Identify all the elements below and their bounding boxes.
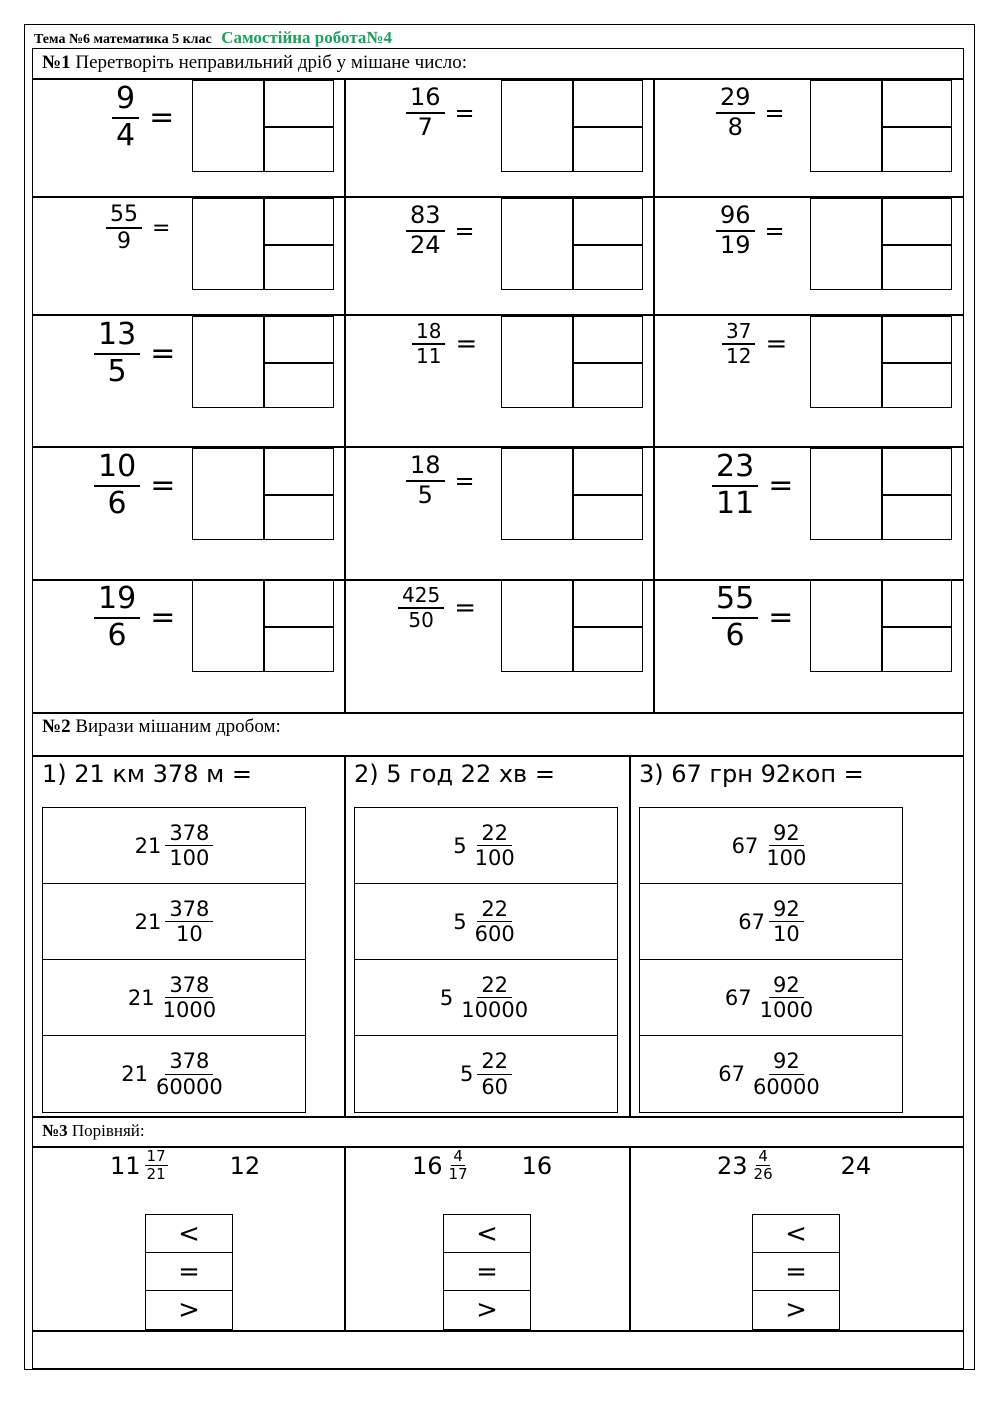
task3-text: Порівняй:	[71, 1121, 145, 1140]
equals-sign: =	[149, 100, 175, 135]
option-button[interactable]	[640, 808, 902, 884]
denominator: 11	[416, 344, 442, 368]
answer-box[interactable]	[192, 198, 334, 290]
equals-sign: =	[152, 215, 171, 241]
numerator: 378	[165, 973, 213, 998]
compare-item-2	[412, 1148, 552, 1184]
numerator: 9	[112, 82, 139, 119]
option-button[interactable]	[355, 1036, 617, 1112]
fraction-6	[716, 202, 785, 259]
divider	[32, 1116, 964, 1118]
equals-sign: =	[455, 329, 478, 359]
task2-number: №2	[42, 716, 71, 737]
greater-than-button[interactable]: >	[476, 1295, 498, 1325]
task3-number: №3	[42, 1121, 68, 1140]
option-button[interactable]	[355, 960, 617, 1036]
task1-title	[42, 52, 467, 74]
denominator: 100	[766, 846, 807, 870]
equals-button[interactable]: =	[146, 1253, 232, 1291]
numerator: 96	[716, 202, 755, 232]
task3-title	[42, 1121, 145, 1141]
denominator: 12	[726, 344, 752, 368]
denominator: 17	[448, 1165, 468, 1184]
whole-part: 67	[718, 1062, 745, 1086]
denominator: 100	[169, 846, 210, 870]
numerator: 425	[398, 584, 444, 609]
task2-prompt-3: 3) 67 грн 92коп =	[639, 760, 864, 788]
denominator: 100	[474, 846, 515, 870]
divider	[32, 755, 964, 757]
denominator: 5	[417, 480, 433, 509]
numerator: 22	[477, 973, 512, 998]
whole-part: 5	[459, 1062, 474, 1086]
whole-part: 21	[134, 909, 162, 934]
numerator: 92	[769, 973, 804, 998]
numerator: 29	[716, 84, 755, 114]
denominator: 8	[727, 112, 743, 141]
divider	[629, 755, 631, 1116]
less-than-button[interactable]: <	[444, 1215, 530, 1253]
denominator: 6	[107, 485, 127, 521]
fraction-14	[398, 584, 476, 632]
equals-button[interactable]: =	[753, 1253, 839, 1291]
compare-select-2	[443, 1214, 531, 1330]
answer-box[interactable]	[192, 316, 334, 408]
fraction-2	[406, 84, 475, 141]
whole-part: 23	[717, 1151, 748, 1180]
equals-sign: =	[150, 468, 176, 503]
fraction-15	[712, 582, 793, 653]
task2-options-3	[639, 807, 903, 1113]
answer-box[interactable]	[501, 580, 643, 672]
numerator: 22	[477, 1049, 512, 1074]
numerator: 4	[453, 1147, 463, 1165]
answer-box[interactable]	[810, 80, 952, 172]
divider	[653, 78, 655, 712]
equals-sign: =	[454, 593, 476, 623]
answer-box[interactable]	[501, 198, 643, 290]
numerator: 22	[477, 897, 512, 922]
denominator: 50	[408, 608, 434, 632]
numerator: 4	[758, 1147, 768, 1165]
denominator: 60	[481, 1074, 509, 1099]
numerator: 13	[94, 318, 140, 355]
divider	[32, 1330, 964, 1332]
denominator: 60000	[752, 1074, 820, 1099]
equals-sign: =	[764, 98, 785, 127]
fraction-4	[106, 202, 170, 255]
divider	[344, 78, 346, 712]
task2-title	[42, 716, 281, 738]
less-than-button[interactable]: <	[753, 1215, 839, 1253]
denominator: 10	[175, 922, 203, 946]
denominator: 1000	[759, 998, 814, 1022]
answer-box[interactable]	[810, 580, 952, 672]
numerator: 19	[94, 582, 140, 619]
fraction-9	[722, 320, 787, 368]
option-button[interactable]	[640, 1036, 902, 1112]
equals-sign: =	[764, 216, 785, 245]
equals-sign: =	[150, 600, 176, 635]
denominator: 1000	[162, 998, 217, 1022]
task2-text: Вирази мішаним дробом:	[75, 716, 281, 737]
answer-box[interactable]	[501, 80, 643, 172]
answer-box[interactable]	[192, 80, 334, 172]
whole-part: 67	[724, 985, 752, 1010]
denominator: 26	[753, 1165, 773, 1184]
whole-part: 21	[134, 833, 162, 858]
answer-box[interactable]	[501, 316, 643, 408]
answer-box[interactable]	[810, 448, 952, 540]
whole-part: 5	[453, 909, 467, 934]
fraction-3	[716, 84, 785, 141]
header-topic: Тема №6 математика 5 клас	[34, 32, 212, 47]
denominator: 7	[417, 112, 433, 141]
answer-box[interactable]	[192, 448, 334, 540]
answer-box[interactable]	[810, 198, 952, 290]
task2-prompt-2: 2) 5 год 22 хв =	[354, 760, 555, 788]
numerator: 18	[406, 452, 445, 482]
numerator: 17	[146, 1147, 166, 1165]
divider	[32, 712, 964, 714]
denominator: 24	[410, 230, 441, 259]
compare-value: 24	[840, 1151, 872, 1180]
denominator: 5	[107, 353, 127, 389]
fraction-7	[94, 318, 175, 389]
numerator: 10	[94, 450, 140, 487]
denominator: 9	[117, 229, 131, 255]
fraction-1	[112, 82, 174, 153]
fraction-8	[412, 320, 477, 368]
equals-sign: =	[765, 329, 788, 359]
answer-box[interactable]	[192, 580, 334, 672]
option-button[interactable]	[640, 960, 902, 1036]
task1-text: Перетворіть неправильний дріб у мішане число:	[75, 52, 468, 73]
equals-sign: =	[150, 336, 176, 371]
compare-value: 16	[521, 1151, 553, 1180]
compare-item-1	[110, 1148, 260, 1184]
option-button[interactable]	[43, 960, 305, 1036]
compare-item-3	[717, 1148, 871, 1184]
numerator: 16	[406, 84, 445, 114]
compare-select-1	[145, 1214, 233, 1330]
denominator: 6	[725, 617, 745, 653]
option-button[interactable]	[43, 808, 305, 884]
whole-part: 5	[453, 833, 467, 858]
option-button[interactable]	[355, 808, 617, 884]
compare-value: 12	[229, 1151, 261, 1180]
numerator: 378	[165, 821, 213, 846]
option-button[interactable]	[43, 884, 305, 960]
whole-part: 21	[121, 1062, 148, 1086]
whole-part: 21	[127, 985, 155, 1010]
worksheet-header	[34, 28, 392, 48]
task1-number: №1	[42, 52, 71, 73]
whole-part: 16	[412, 1151, 443, 1180]
denominator: 21	[146, 1165, 166, 1184]
option-button[interactable]	[43, 1036, 305, 1112]
fraction-5	[406, 202, 475, 259]
numerator: 378	[165, 1049, 213, 1074]
task2-prompt-1: 1) 21 км 378 м =	[42, 760, 252, 788]
divider	[344, 1146, 346, 1330]
equals-sign: =	[768, 600, 794, 635]
numerator: 18	[412, 320, 445, 345]
denominator: 19	[720, 230, 751, 259]
divider	[629, 1146, 631, 1330]
whole-part: 5	[439, 985, 454, 1010]
denominator: 11	[716, 485, 755, 521]
numerator: 83	[406, 202, 445, 232]
denominator: 10000	[461, 998, 529, 1022]
answer-box[interactable]	[501, 448, 643, 540]
whole-part: 11	[110, 1151, 141, 1180]
denominator: 4	[116, 117, 136, 153]
answer-box[interactable]	[810, 316, 952, 408]
denominator: 10	[773, 922, 800, 946]
task2-options-2	[354, 807, 618, 1113]
compare-select-3	[752, 1214, 840, 1330]
numerator: 378	[165, 897, 213, 922]
numerator: 92	[769, 821, 804, 846]
numerator: 22	[477, 821, 512, 846]
whole-part: 67	[738, 909, 765, 934]
less-than-button[interactable]: <	[146, 1215, 232, 1253]
equals-sign: =	[454, 466, 475, 495]
numerator: 92	[769, 897, 804, 922]
numerator: 92	[769, 1049, 804, 1074]
fraction-10	[94, 450, 175, 521]
task2-options-1	[42, 807, 306, 1113]
option-button[interactable]	[355, 884, 617, 960]
divider	[344, 755, 346, 1116]
denominator: 600	[474, 922, 515, 946]
denominator: 6	[107, 617, 127, 653]
greater-than-button[interactable]: >	[785, 1295, 807, 1325]
fraction-12	[712, 450, 793, 521]
header-title: Самостійна робота№4	[221, 28, 392, 47]
numerator: 55	[712, 582, 758, 619]
numerator: 23	[712, 450, 758, 487]
fraction-13	[94, 582, 175, 653]
option-button[interactable]	[640, 884, 902, 960]
greater-than-button[interactable]: >	[178, 1295, 200, 1325]
equals-sign: =	[454, 98, 475, 127]
whole-part: 67	[731, 833, 759, 858]
numerator: 55	[106, 202, 142, 229]
fraction-11	[406, 452, 475, 509]
denominator: 60000	[155, 1074, 223, 1099]
equals-sign: =	[454, 216, 475, 245]
numerator: 37	[722, 320, 755, 345]
equals-button[interactable]: =	[444, 1253, 530, 1291]
equals-sign: =	[768, 468, 794, 503]
